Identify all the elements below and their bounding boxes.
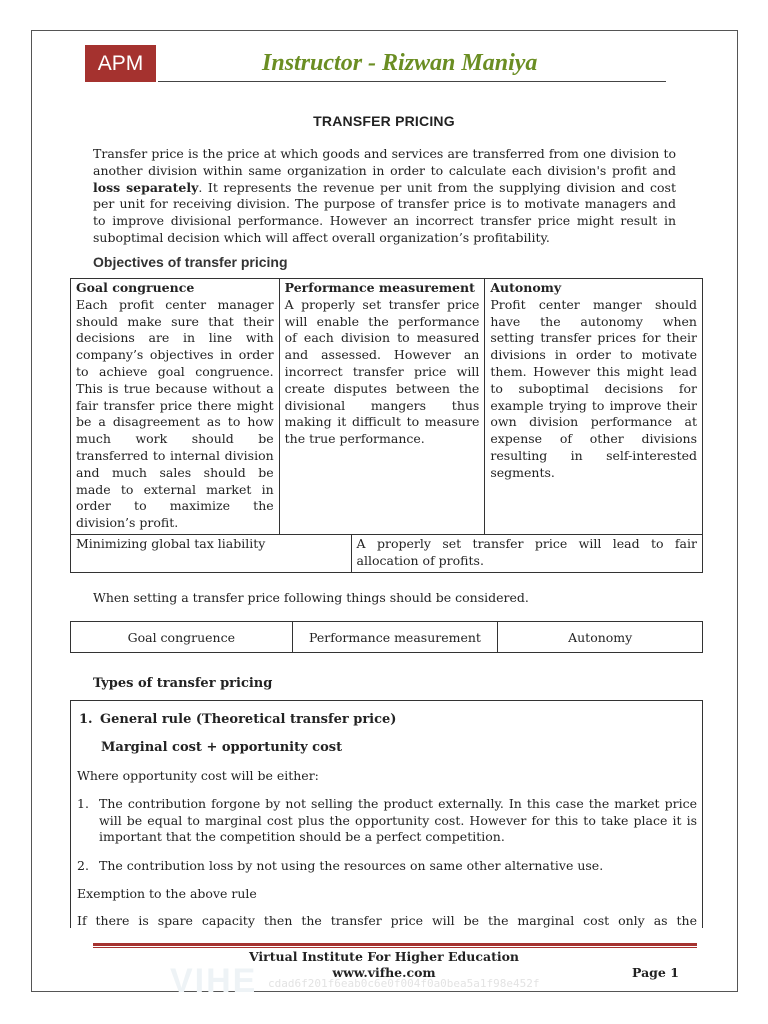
tax-cell: Minimizing global tax liability: [71, 534, 352, 572]
consider-autonomy: Autonomy: [498, 622, 703, 653]
considerations-table: [70, 621, 703, 653]
footer-institute: Virtual Institute For Higher Education: [248, 949, 520, 964]
performance-heading: Performance measurement: [284, 280, 475, 295]
intro-bold: loss separately: [93, 179, 199, 195]
types-box: [70, 700, 703, 928]
goal-text: Each profit center manager should make sure that their decisions are in line with company’s objectives in order to achieve goal congruence. This is true because without a fair transfer price there might be a disagreement as to how much work should be transferred to internal division and much sales should be made to external market in order to maximize the division’s profit.: [76, 296, 274, 531]
item1-text: The contribution forgone by not selling the product externally. In this case the market price will be equal to marginal cost plus the opportunity cost. However for this to take place it is important that the competition should be a perfect competition.: [99, 796, 697, 844]
allocation-cell: A properly set transfer price will lead to fair allocation of profits.: [351, 534, 702, 572]
general-rule-number: 1.: [79, 712, 93, 727]
page-title: TRANSFER PRICING: [313, 113, 455, 129]
formula: Marginal cost + opportunity cost: [101, 740, 343, 755]
performance-cell: [279, 279, 485, 535]
watermark-logo: VIHE: [170, 962, 258, 1000]
intro-paragraph: [93, 146, 676, 247]
performance-text: A properly set transfer price will enable the performance of each division to measured and assessed. However an incorrect transfer price will create disputes between the divisional mangers thus making it difficult to measure the true performance.: [284, 296, 480, 447]
general-rule-heading: General rule (Theoretical transfer price): [100, 712, 397, 727]
consider-goal: Goal congruence: [71, 622, 293, 653]
where-text: Where opportunity cost will be either:: [77, 768, 319, 783]
types-heading: Types of transfer pricing: [93, 676, 273, 691]
item1-number: 1.: [77, 796, 89, 811]
goal-heading: Goal congruence: [76, 280, 195, 295]
instructor-title: Instructor - Rizwan Maniya: [262, 50, 538, 76]
goal-cell: [71, 279, 280, 535]
header-rule: [158, 81, 666, 82]
item2-text: The contribution loss by not using the resources on same other alternative use.: [99, 858, 604, 873]
apm-badge: APM: [85, 45, 156, 82]
consider-performance: Performance measurement: [292, 622, 498, 653]
intro-text-2: . It represents the revenue per unit from the supplying division and cost per unit for receiving division. The purpose of transfer price is to motivate managers and to improve divisional performance. However an incorrect transfer price might result in suboptimal decision which will affect overall organization’s profitability.: [93, 179, 676, 245]
watermark-hash: cdad6f201f6eab0c6e0f004f0a0bea5a1f98e452f: [268, 977, 540, 990]
intro-text-1: Transfer price is the price at which goods and services are transferred from one division to another division within same organization in order to calculate each division's profit and: [93, 146, 676, 178]
item2-number: 2.: [77, 858, 89, 873]
objectives-table: [70, 278, 703, 573]
autonomy-heading: Autonomy: [490, 280, 562, 295]
consider-text: When setting a transfer price following things should be considered.: [93, 590, 529, 605]
autonomy-cell: [485, 279, 703, 535]
exemption-text: Exemption to the above rule: [77, 886, 257, 901]
autonomy-text: Profit center manger should have the autonomy when setting transfer prices for their divisions in order to motivate them. However this might lead to suboptimal decisions for example trying to improve their own division performance at expense of other divisions resulting in self-interested segments.: [490, 296, 697, 480]
footer-rule: [93, 943, 697, 946]
objectives-heading: Objectives of transfer pricing: [93, 254, 288, 270]
spare-capacity-text: If there is spare capacity then the transfer price will be the marginal cost only as the: [77, 913, 697, 928]
footer-site: www.vifhe.com: [332, 965, 436, 980]
footer-rule-thin: [93, 947, 697, 948]
page-number: Page 1: [632, 965, 679, 980]
